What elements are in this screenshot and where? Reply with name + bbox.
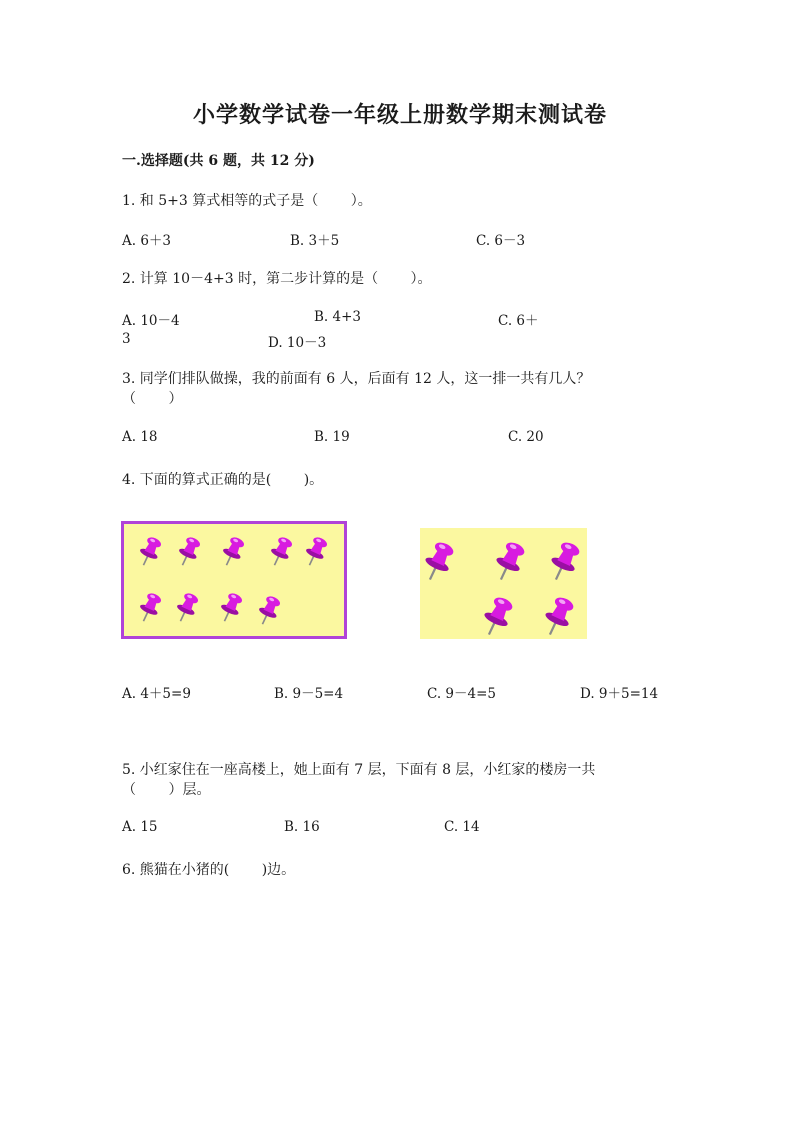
question-3-continued: （ ） <box>122 391 183 407</box>
q2-option-c-wrap: 3 <box>122 331 131 347</box>
q2-option-d: D. 10－3 <box>268 335 327 351</box>
q4-option-a: A. 4＋5=9 <box>122 686 191 702</box>
page-title: 小学数学试卷一年级上册数学期末测试卷 <box>192 102 607 128</box>
q1-option-c: C. 6－3 <box>476 233 526 249</box>
question-3: 3. 同学们排队做操，我的前面有 6 人，后面有 12 人，这一排一共有几人？ <box>122 371 591 387</box>
q4-option-c: C. 9－4=5 <box>427 686 497 702</box>
question-6: 6. 熊猫在小猪的( )边。 <box>122 862 296 878</box>
q4-option-b: B. 9－5=4 <box>274 686 344 702</box>
question-1: 1. 和 5+3 算式相等的式子是（ ）。 <box>122 193 372 209</box>
question-2: 2. 计算 10－4+3 时，第二步计算的是（ ）。 <box>122 271 432 287</box>
q2-option-b: B. 4+3 <box>314 309 361 325</box>
pushpin-group-left <box>121 521 347 639</box>
q3-option-a: A. 18 <box>122 429 158 445</box>
q5-option-c: C. 14 <box>444 819 480 835</box>
q4-option-d: D. 9＋5=14 <box>580 686 659 702</box>
pushpin-group-right <box>420 528 587 639</box>
q2-option-a: A. 10－4 <box>122 313 180 329</box>
question-4: 4. 下面的算式正确的是( )。 <box>122 472 324 488</box>
q3-option-b: B. 19 <box>314 429 350 445</box>
section-heading: 一.选择题(共 6 题，共 12 分) <box>122 153 315 169</box>
q1-option-a: A. 6＋3 <box>122 233 172 249</box>
q5-option-a: A. 15 <box>122 819 158 835</box>
question-5: 5. 小红家住在一座高楼上，她上面有 7 层，下面有 8 层，小红家的楼房一共 <box>122 762 596 778</box>
q3-option-c: C. 20 <box>508 429 544 445</box>
question-5-continued: （ ）层。 <box>122 782 211 798</box>
q1-option-b: B. 3＋5 <box>290 233 340 249</box>
q5-option-b: B. 16 <box>284 819 320 835</box>
q2-option-c: C. 6＋ <box>498 313 539 329</box>
